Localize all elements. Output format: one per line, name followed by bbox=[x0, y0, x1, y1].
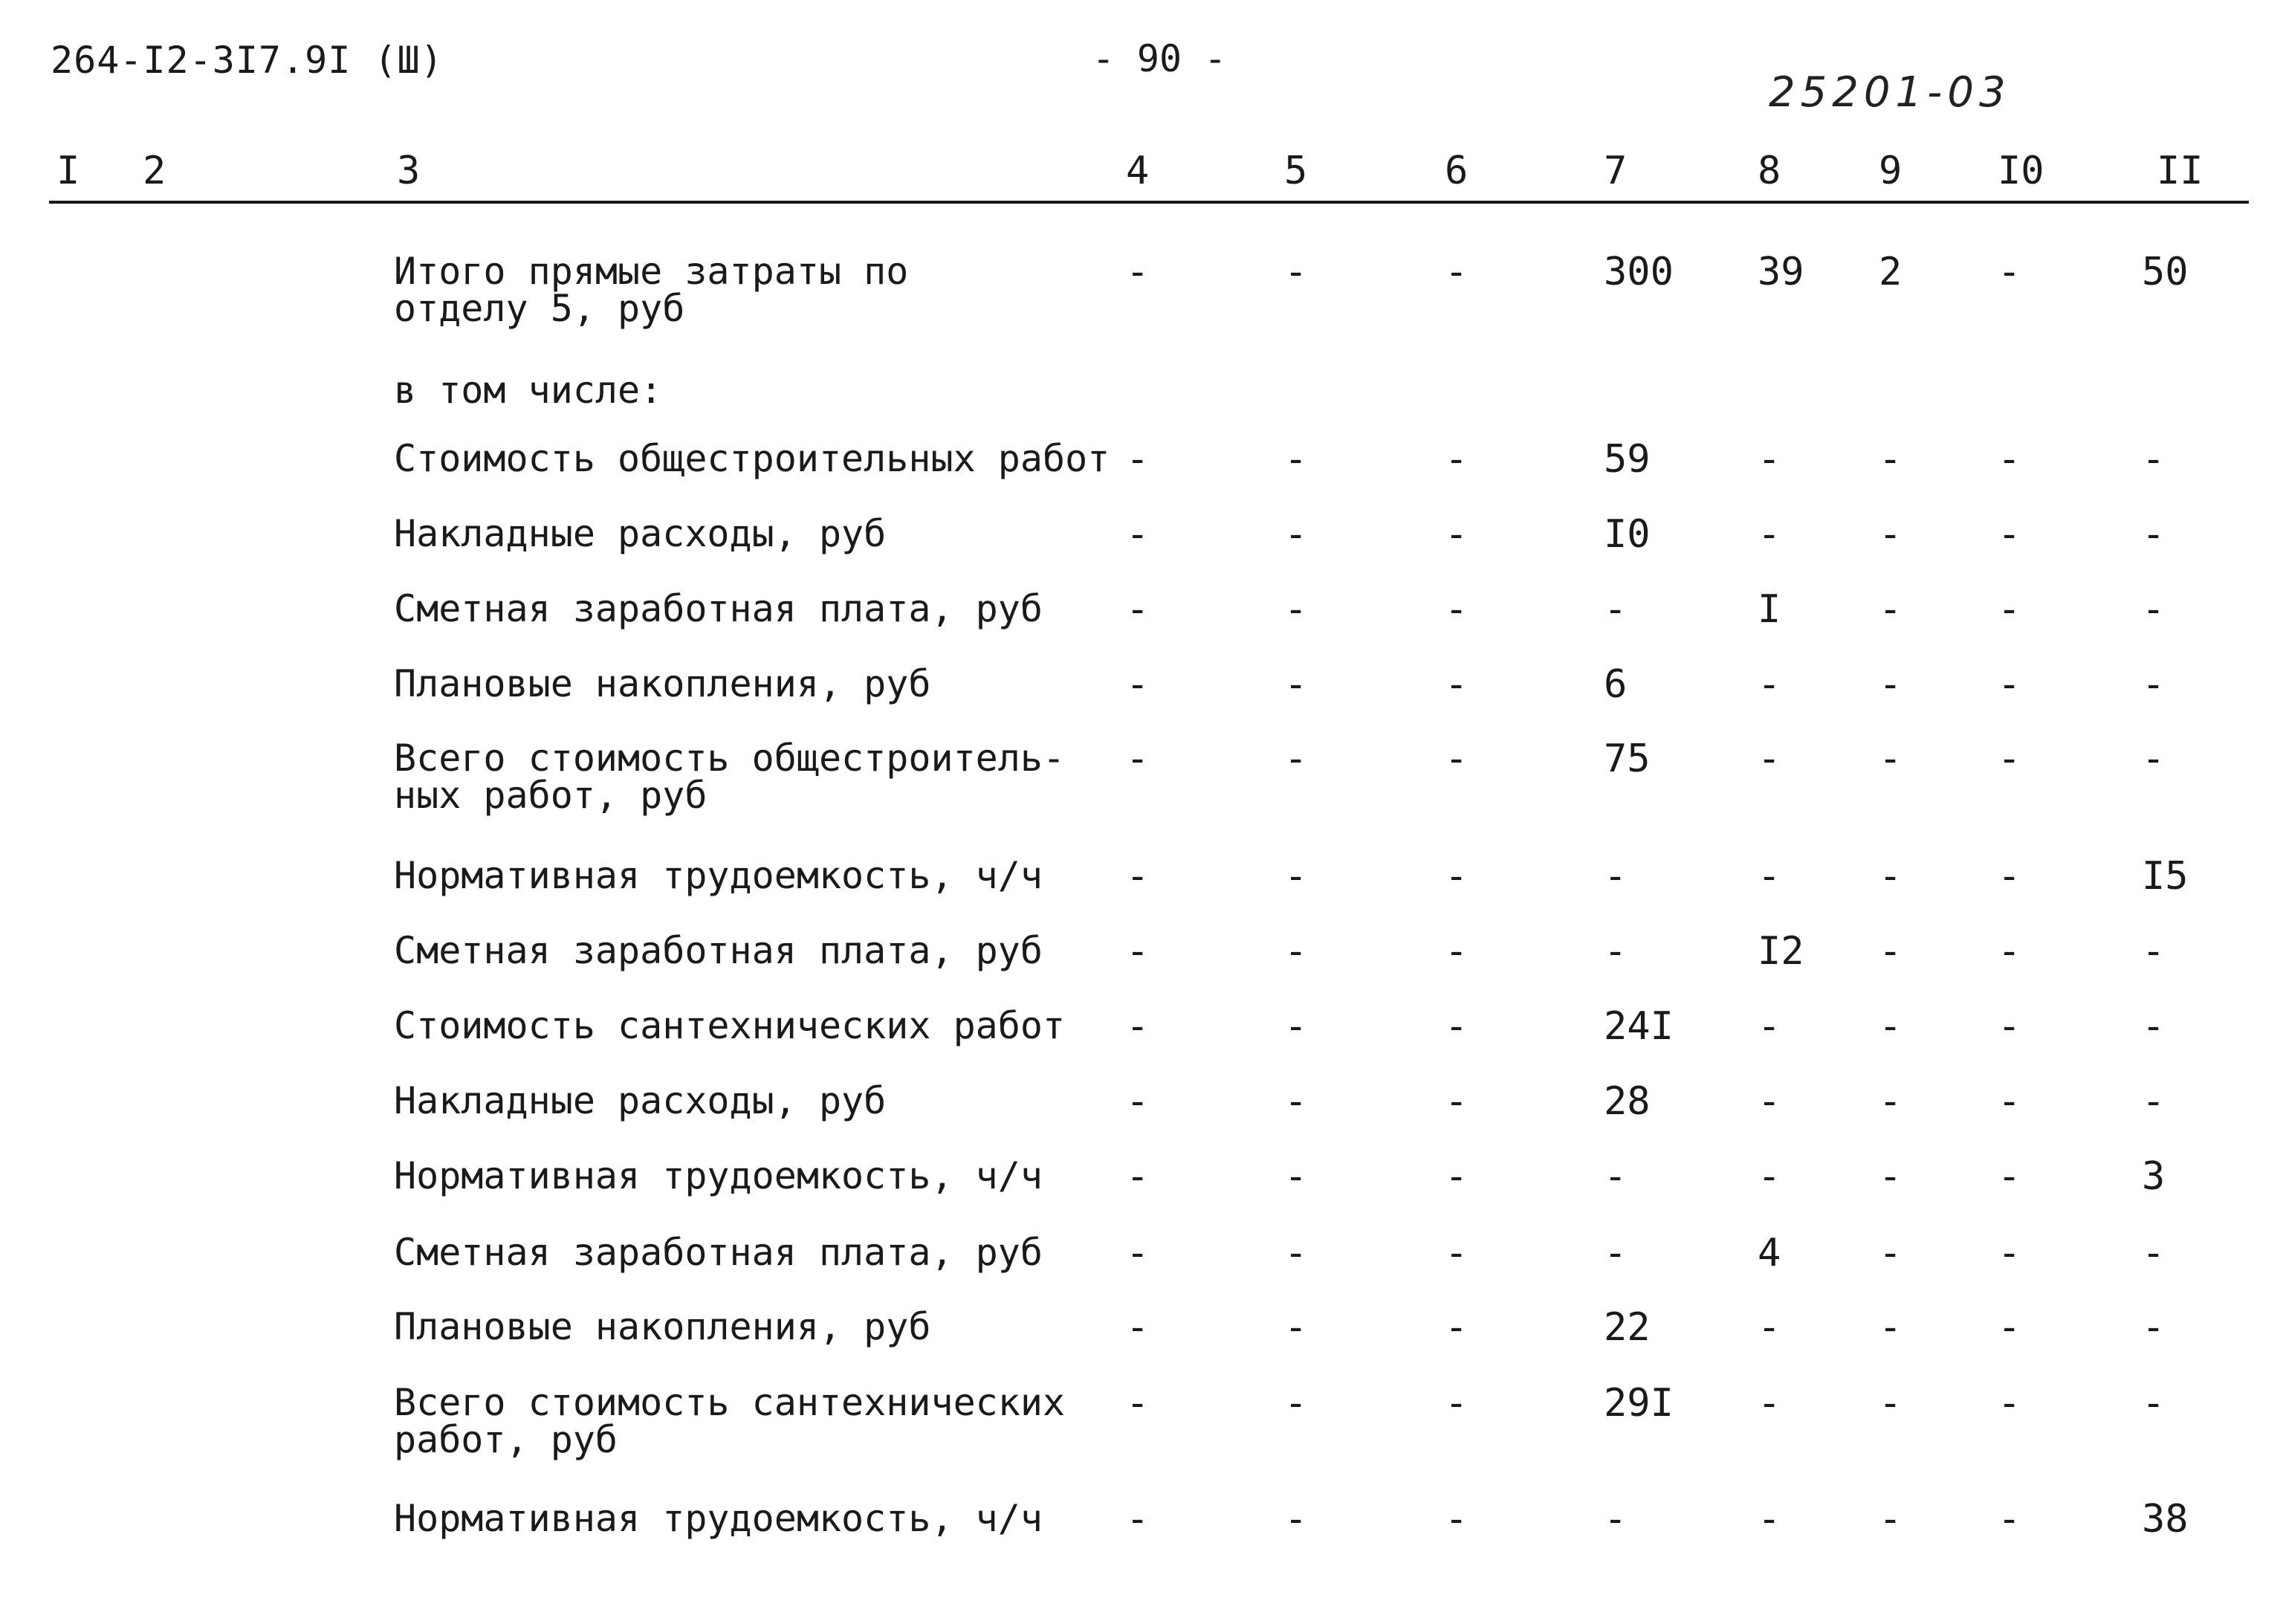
row-value-col-9: - bbox=[1879, 1231, 1902, 1275]
row-value-col-8: 39 bbox=[1758, 250, 1804, 294]
row-value-col-11: 38 bbox=[2142, 1497, 2189, 1541]
column-header-8: 8 bbox=[1758, 149, 1781, 193]
row-value-col-6: - bbox=[1445, 437, 1468, 482]
page-number: - 90 - bbox=[1092, 37, 1227, 80]
row-value-col-7: 6 bbox=[1604, 662, 1628, 707]
row-value-col-5: - bbox=[1284, 1231, 1308, 1275]
row-value-col-7: - bbox=[1604, 929, 1628, 974]
row-label: Стоимость сантехнических работ bbox=[394, 1004, 1066, 1047]
row-value-col-6: - bbox=[1445, 662, 1468, 707]
column-header-10: I0 bbox=[1998, 149, 2044, 193]
row-value-col-6: - bbox=[1445, 587, 1468, 632]
row-value-col-9: - bbox=[1879, 1497, 1902, 1541]
row-value-col-7: 59 bbox=[1604, 437, 1651, 482]
row-value-col-10: - bbox=[1998, 662, 2021, 707]
row-value-col-11: - bbox=[2142, 1305, 2166, 1350]
row-value-col-9: - bbox=[1879, 587, 1902, 632]
row-value-col-4: - bbox=[1126, 437, 1150, 482]
row-value-col-11: 50 bbox=[2142, 250, 2189, 294]
row-value-col-10: - bbox=[1998, 1497, 2021, 1541]
row-value-col-4: - bbox=[1126, 1381, 1150, 1426]
row-value-col-8: - bbox=[1758, 1381, 1781, 1426]
row-value-col-11: - bbox=[2142, 737, 2166, 781]
row-value-col-10: - bbox=[1998, 737, 2021, 781]
row-value-col-11: - bbox=[2142, 512, 2166, 557]
row-value-col-10: - bbox=[1998, 587, 2021, 632]
row-label: Всего стоимость общестроитель- ных работ, руб bbox=[394, 737, 1066, 817]
row-label: Стоимость общестроительных работ bbox=[394, 437, 1110, 480]
row-value-col-10: - bbox=[1998, 1381, 2021, 1426]
row-value-col-11: - bbox=[2142, 587, 2166, 632]
row-label: Нормативная трудоемкость, ч/ч bbox=[394, 854, 1043, 897]
column-header-4: 4 bbox=[1126, 149, 1150, 193]
row-value-col-5: - bbox=[1284, 1381, 1308, 1426]
row-value-col-9: - bbox=[1879, 1305, 1902, 1350]
row-value-col-11: - bbox=[2142, 929, 2166, 974]
row-value-col-11: - bbox=[2142, 437, 2166, 482]
row-value-col-9: 2 bbox=[1879, 250, 1902, 294]
row-label: Сметная заработная плата, руб bbox=[394, 929, 1043, 972]
row-value-col-5: - bbox=[1284, 1305, 1308, 1350]
row-value-col-4: - bbox=[1126, 1305, 1150, 1350]
row-value-col-7: - bbox=[1604, 587, 1628, 632]
row-value-col-9: - bbox=[1879, 1079, 1902, 1124]
row-value-col-9: - bbox=[1879, 662, 1902, 707]
row-value-col-6: - bbox=[1445, 512, 1468, 557]
column-header-11: II bbox=[2157, 149, 2203, 193]
row-value-col-10: - bbox=[1998, 1004, 2021, 1049]
row-value-col-8: - bbox=[1758, 1497, 1781, 1541]
row-label: Плановые накопления, руб bbox=[394, 662, 931, 705]
row-value-col-8: - bbox=[1758, 737, 1781, 781]
row-value-col-7: 24I bbox=[1604, 1004, 1674, 1049]
row-value-col-9: - bbox=[1879, 929, 1902, 974]
row-value-col-5: - bbox=[1284, 512, 1308, 557]
row-value-col-7: 29I bbox=[1604, 1381, 1674, 1426]
document-code: 264-I2-3I7.9I (Ш) bbox=[51, 39, 444, 82]
row-value-col-6: - bbox=[1445, 854, 1468, 899]
row-label: Плановые накопления, руб bbox=[394, 1305, 931, 1348]
row-value-col-4: - bbox=[1126, 1079, 1150, 1124]
row-value-col-8: - bbox=[1758, 512, 1781, 557]
row-value-col-5: - bbox=[1284, 737, 1308, 781]
row-value-col-4: - bbox=[1126, 1231, 1150, 1275]
row-value-col-8: - bbox=[1758, 1079, 1781, 1124]
row-value-col-5: - bbox=[1284, 662, 1308, 707]
row-value-col-5: - bbox=[1284, 929, 1308, 974]
row-value-col-6: - bbox=[1445, 929, 1468, 974]
row-value-col-7: 22 bbox=[1604, 1305, 1651, 1350]
row-value-col-5: - bbox=[1284, 250, 1308, 294]
row-value-col-6: - bbox=[1445, 737, 1468, 781]
row-label: Нормативная трудоемкость, ч/ч bbox=[394, 1154, 1043, 1197]
row-label: Сметная заработная плата, руб bbox=[394, 1231, 1043, 1274]
row-value-col-9: - bbox=[1879, 1381, 1902, 1426]
row-value-col-6: - bbox=[1445, 1231, 1468, 1275]
row-value-col-8: - bbox=[1758, 437, 1781, 482]
row-value-col-9: - bbox=[1879, 1004, 1902, 1049]
row-value-col-11: - bbox=[2142, 662, 2166, 707]
row-value-col-7: I0 bbox=[1604, 512, 1651, 557]
row-value-col-5: - bbox=[1284, 437, 1308, 482]
row-label: Накладные расходы, руб bbox=[394, 512, 887, 555]
row-value-col-6: - bbox=[1445, 250, 1468, 294]
row-value-col-10: - bbox=[1998, 1079, 2021, 1124]
row-value-col-7: 75 bbox=[1604, 737, 1651, 781]
row-label: в том числе: bbox=[394, 369, 663, 412]
row-value-col-4: - bbox=[1126, 737, 1150, 781]
row-value-col-6: - bbox=[1445, 1154, 1468, 1199]
column-header-6: 6 bbox=[1445, 149, 1468, 193]
row-value-col-4: - bbox=[1126, 854, 1150, 899]
row-value-col-7: - bbox=[1604, 1154, 1628, 1199]
row-label: Накладные расходы, руб bbox=[394, 1079, 887, 1122]
row-value-col-8: - bbox=[1758, 1305, 1781, 1350]
row-value-col-11: - bbox=[2142, 1231, 2166, 1275]
row-value-col-8: I bbox=[1758, 587, 1781, 632]
row-value-col-10: - bbox=[1998, 1305, 2021, 1350]
row-value-col-8: - bbox=[1758, 1154, 1781, 1199]
row-value-col-4: - bbox=[1126, 929, 1150, 974]
row-value-col-4: - bbox=[1126, 512, 1150, 557]
row-value-col-4: - bbox=[1126, 1497, 1150, 1541]
column-header-3: 3 bbox=[397, 149, 421, 193]
row-value-col-11: I5 bbox=[2142, 854, 2189, 899]
row-value-col-10: - bbox=[1998, 437, 2021, 482]
row-value-col-5: - bbox=[1284, 854, 1308, 899]
row-value-col-4: - bbox=[1126, 1154, 1150, 1199]
row-value-col-6: - bbox=[1445, 1079, 1468, 1124]
row-value-col-7: - bbox=[1604, 854, 1628, 899]
row-value-col-5: - bbox=[1284, 1154, 1308, 1199]
row-value-col-11: 3 bbox=[2142, 1154, 2166, 1199]
row-value-col-9: - bbox=[1879, 737, 1902, 781]
row-value-col-9: - bbox=[1879, 512, 1902, 557]
row-value-col-6: - bbox=[1445, 1305, 1468, 1350]
row-value-col-7: 28 bbox=[1604, 1079, 1651, 1124]
row-value-col-5: - bbox=[1284, 587, 1308, 632]
row-label: Итого прямые затраты по отделу 5, руб bbox=[394, 250, 909, 330]
row-value-col-11: - bbox=[2142, 1004, 2166, 1049]
row-value-col-10: - bbox=[1998, 929, 2021, 974]
row-value-col-9: - bbox=[1879, 854, 1902, 899]
row-value-col-10: - bbox=[1998, 250, 2021, 294]
row-value-col-4: - bbox=[1126, 250, 1150, 294]
row-value-col-5: - bbox=[1284, 1079, 1308, 1124]
row-value-col-6: - bbox=[1445, 1497, 1468, 1541]
row-label: Всего стоимость сантехнических работ, руб bbox=[394, 1381, 1066, 1461]
row-label: Сметная заработная плата, руб bbox=[394, 587, 1043, 630]
column-header-5: 5 bbox=[1284, 149, 1308, 193]
row-value-col-10: - bbox=[1998, 512, 2021, 557]
row-value-col-5: - bbox=[1284, 1004, 1308, 1049]
column-header-2: 2 bbox=[143, 149, 166, 193]
row-value-col-7: - bbox=[1604, 1497, 1628, 1541]
row-value-col-10: - bbox=[1998, 854, 2021, 899]
column-header-1: I bbox=[56, 149, 80, 193]
row-value-col-9: - bbox=[1879, 437, 1902, 482]
row-value-col-4: - bbox=[1126, 1004, 1150, 1049]
row-value-col-11: - bbox=[2142, 1381, 2166, 1426]
handwritten-code: 25201-03 bbox=[1769, 68, 2011, 117]
row-value-col-10: - bbox=[1998, 1231, 2021, 1275]
row-value-col-8: - bbox=[1758, 854, 1781, 899]
row-value-col-8: - bbox=[1758, 662, 1781, 707]
row-label: Нормативная трудоемкость, ч/ч bbox=[394, 1497, 1043, 1540]
row-value-col-9: - bbox=[1879, 1154, 1902, 1199]
row-value-col-8: I2 bbox=[1758, 929, 1804, 974]
row-value-col-8: - bbox=[1758, 1004, 1781, 1049]
row-value-col-7: 300 bbox=[1604, 250, 1674, 294]
row-value-col-10: - bbox=[1998, 1154, 2021, 1199]
row-value-col-8: 4 bbox=[1758, 1231, 1781, 1275]
column-header-9: 9 bbox=[1879, 149, 1902, 193]
row-value-col-7: - bbox=[1604, 1231, 1628, 1275]
row-value-col-6: - bbox=[1445, 1004, 1468, 1049]
row-value-col-4: - bbox=[1126, 662, 1150, 707]
column-header-7: 7 bbox=[1604, 149, 1628, 193]
row-value-col-11: - bbox=[2142, 1079, 2166, 1124]
row-value-col-5: - bbox=[1284, 1497, 1308, 1541]
row-value-col-6: - bbox=[1445, 1381, 1468, 1426]
row-value-col-4: - bbox=[1126, 587, 1150, 632]
